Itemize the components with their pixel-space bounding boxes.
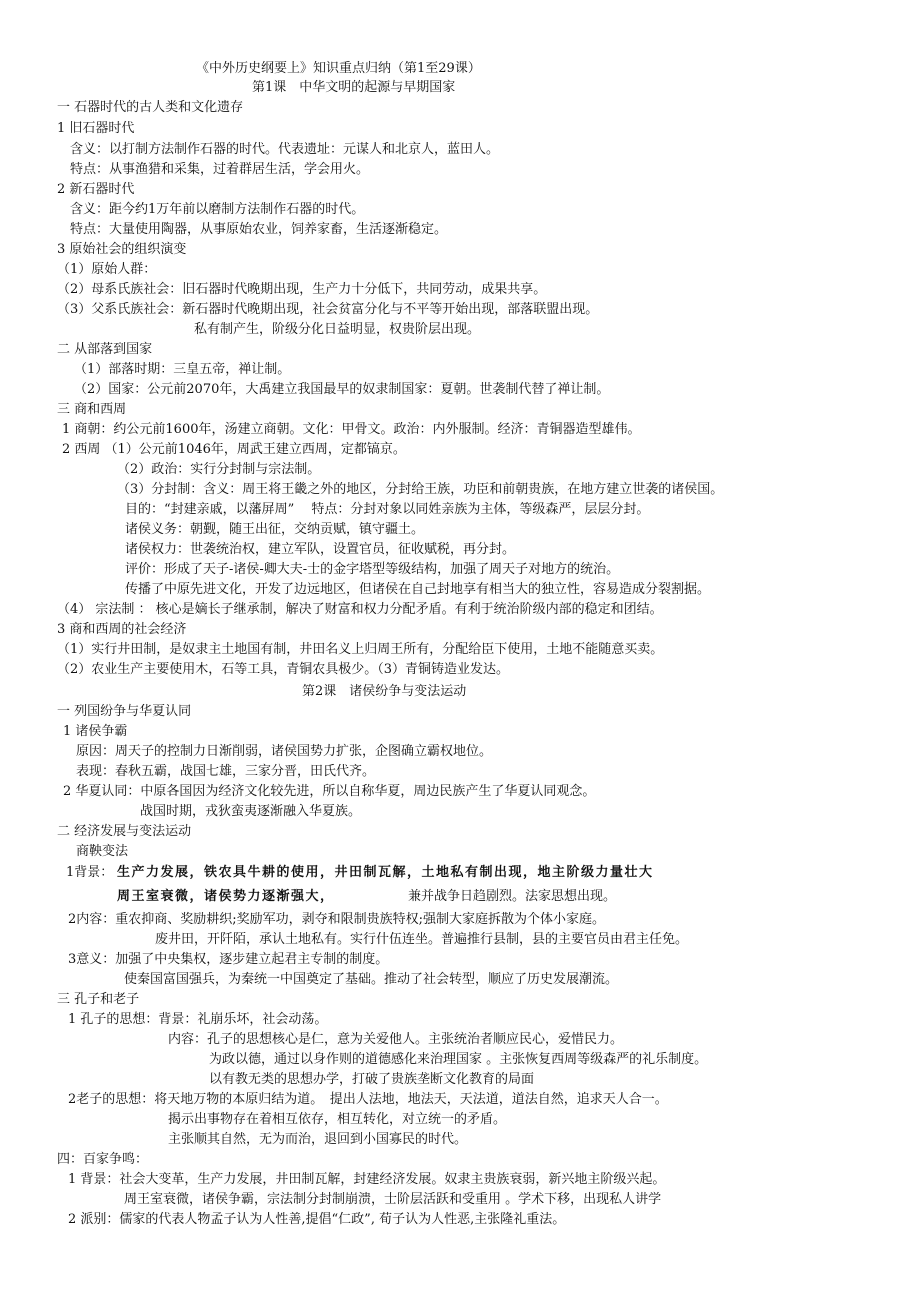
subsection-heading: 1 旧石器时代	[57, 121, 135, 136]
text-line: 周王室衰微，诸侯争霸，宗法制分封制崩溃，士阶层活跃和受重用 。学术下移，出现私人讲学	[124, 1192, 662, 1207]
section-heading: 一 石器时代的古人类和文化遗存	[57, 100, 244, 115]
text-line: 3意义：加强了中央集权，逐步建立起君主专制的制度。	[68, 952, 389, 967]
text-line: （4） 宗法制 ： 核心是嫡长子继承制，解决了财富和权力分配矛盾。有利于统治阶级内部的稳定和团结。	[57, 602, 663, 617]
text-line: （3）父系氏族社会：新石器时代晚期出现，社会贫富分化与不平等开始出现，部落联盟出现。	[57, 302, 599, 317]
text-line: （2）国家：公元前2070年，大禹建立我国最早的奴隶制国家：夏朝。世袭制代替了禅让制。	[74, 382, 610, 397]
text-line: （1）实行井田制，是奴隶主土地国有制，井田名义上归周王所有，分配给臣下使用，土地不能随意买卖。	[57, 642, 664, 657]
text-line: （2）政治：实行分封制与宗法制。	[117, 462, 321, 477]
text-line: 2 派别：儒家的代表人物孟子认为人性善,提倡“仁政”, 荀子认为人性恶,主张隆礼重法。	[68, 1212, 566, 1227]
text-line: 1背景：	[66, 865, 114, 880]
text-line: （2）农业生产主要使用木，石等工具，青铜农具极少。（3）青铜铸造业发达。	[57, 662, 510, 677]
text-line: 为政以德，通过以身作则的道德感化来治理国家 。主张恢复西周等级森严的礼乐制度。	[209, 1052, 708, 1067]
text-line: 使秦国富国强兵，为秦统一中国奠定了基础。推动了社会转型，顺应了历史发展潮流。	[124, 972, 619, 987]
section-heading: 三 孔子和老子	[57, 992, 140, 1007]
text-line: 原因：周天子的控制力日渐削弱，诸侯国势力扩张，企图确立霸权地位。	[76, 744, 493, 759]
text-line: 评价：形成了天子-诸侯-卿大夫-士的金字塔型等级结构，加强了周天子对地方的统治。	[125, 562, 620, 577]
doc-title: 《中外历史纲要上》知识重点归纳（第1至29课）	[196, 61, 481, 76]
text-line: 目的：“封建亲戚，以藩屏周” 特点：分封对象以同姓亲族为主体，等级森严，层层分封。	[125, 502, 650, 517]
section-heading: 四：百家争鸣：	[57, 1152, 149, 1167]
text-line: 2内容：重农抑商、奖励耕织;奖励军功，剥夺和限制贵族特权;强制大家庭拆散为个体小家庭。	[68, 912, 606, 927]
text-line: 1 孔子的思想：背景：礼崩乐坏，社会动荡。	[68, 1012, 328, 1027]
text-line: 揭示出事物存在着相互依存，相互转化，对立统一的矛盾。	[168, 1112, 507, 1127]
text-line: 传播了中原先进文化，开发了边远地区，但诸侯在自己封地享有相当大的独立性，容易造成分裂割据。	[125, 582, 711, 597]
text-line: 主张顺其自然，无为而治，退回到小国寡民的时代。	[168, 1132, 468, 1147]
text-line: 1 商朝：约公元前1600年，汤建立商朝。文化：甲骨文。政治：内外服制。经济：青铜器造型雄伟。	[62, 422, 641, 437]
text-line: 特点：大量使用陶器，从事原始农业，饲养家畜，生活逐渐稳定。	[70, 222, 448, 237]
subsection-heading: 2 新石器时代	[57, 182, 135, 197]
text-line: 诸侯权力：世袭统治权，建立军队，设置官员，征收赋税，再分封。	[125, 542, 516, 557]
subsection-heading: 3 商和西周的社会经济	[57, 622, 187, 637]
text-line: （2）母系氏族社会：旧石器时代晚期出现，生产力十分低下，共同劳动，成果共享。	[57, 282, 547, 297]
text-line: 以有教无类的思想办学，打破了贵族垄断文化教育的局面	[209, 1072, 535, 1087]
text-line: 含义：距今约1万年前以磨制方法制作石器的时代。	[70, 202, 365, 217]
subsection-heading: 1 诸侯争霸	[63, 724, 128, 739]
text-line: （1）原始人群：	[57, 262, 157, 277]
text-line: 废井田，开阡陌，承认土地私有。实行什伍连坐。普遍推行县制，县的主要官员由君主任免。	[155, 932, 689, 947]
text-line: 2老子的思想：将天地万物的本原归结为道。 提出人法地，地法天，天法道，道法自然，追求天人合一。	[68, 1092, 668, 1107]
section-heading: 二 经济发展与变法运动	[57, 824, 192, 839]
text-line: 诸侯义务：朝觐，随王出征，交纳贡赋，镇守疆土。	[125, 522, 425, 537]
text-line: 战国时期，戎狄蛮夷逐渐融入华夏族。	[140, 804, 362, 819]
section-heading: 二 从部落到国家	[57, 342, 153, 357]
text-line: 兼并战争日趋剧烈。法家思想出现。	[408, 889, 617, 904]
lesson-1-heading: 第1课 中华文明的起源与早期国家	[252, 80, 456, 95]
text-line: 内容：孔子的思想核心是仁，意为关爱他人。主张统治者顺应民心，爱惜民力。	[168, 1032, 624, 1047]
emphasis-text: 生产力发展，铁农具牛耕的使用，井田制瓦解，土地私有制出现，地主阶级力量壮大	[117, 865, 654, 880]
text-line: 2 西周 （1）公元前1046年，周武王建立西周，定都镐京。	[62, 442, 406, 457]
lesson-2-heading: 第2课 诸侯纷争与变法运动	[302, 684, 467, 699]
text-line: （3）分封制：含义：周王将王畿之外的地区，分封给王族，功臣和前朝贵族，在地方建立世袭的诸侯国。	[117, 482, 724, 497]
subsection-heading: 商鞅变法	[76, 844, 129, 859]
text-line: 2 华夏认同：中原各国因为经济文化较先进，所以自称华夏，周边民族产生了华夏认同观念。	[63, 784, 596, 799]
text-line: 表现：春秋五霸，战国七雄，三家分晋，田氏代齐。	[76, 764, 376, 779]
section-heading: 一 列国纷争与华夏认同	[57, 704, 192, 719]
text-line: 私有制产生，阶级分化日益明显，权贵阶层出现。	[194, 322, 481, 337]
subsection-heading: 3 原始社会的组织演变	[57, 242, 187, 257]
text-line: 特点：从事渔猎和采集，过着群居生活，学会用火。	[70, 162, 370, 177]
emphasis-text: 周王室衰微，诸侯势力逐渐强大，	[117, 889, 335, 904]
text-line: （1）部落时期：三皇五帝，禅让制。	[74, 362, 291, 377]
text-line: 含义：以打制方法制作石器的时代。代表遗址：元谋人和北京人，蓝田人。	[70, 142, 500, 157]
section-heading: 三 商和西周	[57, 402, 127, 417]
text-line: 1 背景：社会大变革，生产力发展，井田制瓦解，封建经济发展。奴隶主贵族衰弱，新兴地主阶级兴起。	[68, 1172, 666, 1187]
